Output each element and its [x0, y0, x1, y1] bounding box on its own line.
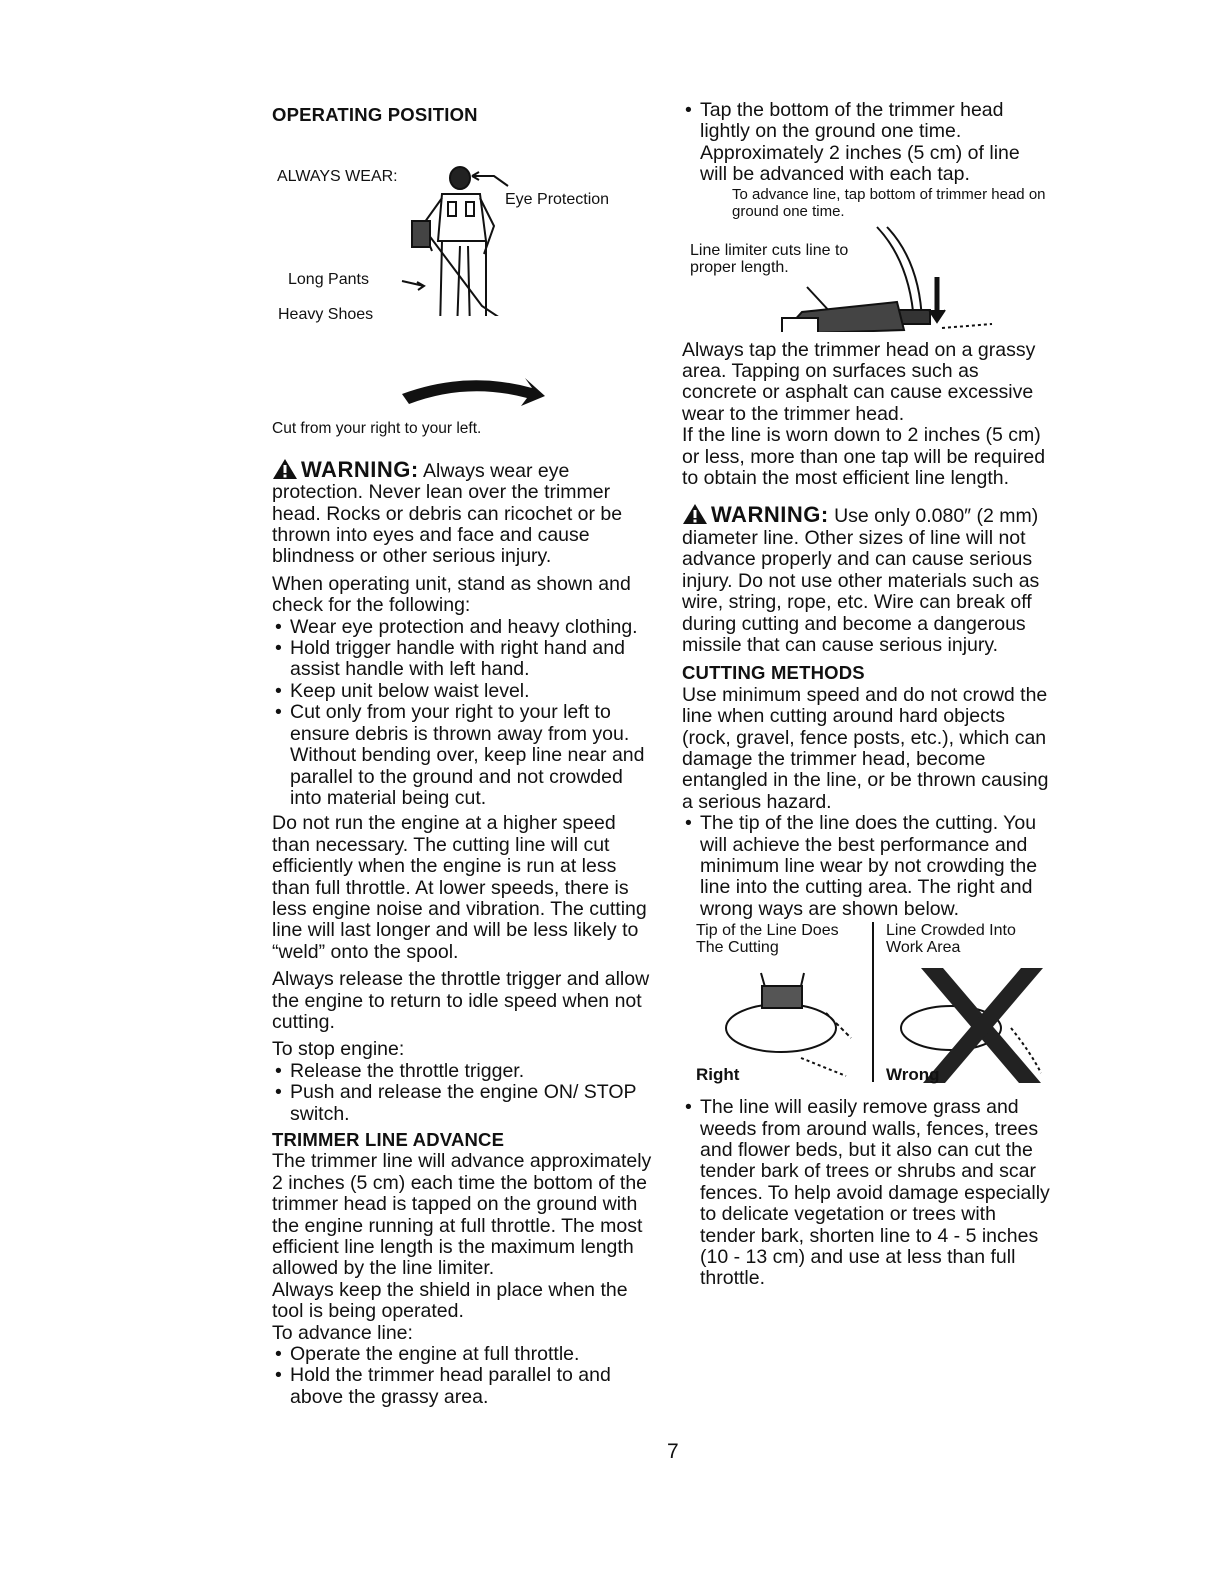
- worn-text: If the line is worn down to 2 inches (5 cm) or less, more than one tap will be required to obtain the most efficient line length.: [682, 424, 1046, 490]
- stand-intro: When operating unit, stand as shown and check for the following:: [272, 572, 631, 617]
- long-pants-label: Long Pants: [288, 271, 369, 289]
- stop-engine-steps: [272, 1061, 652, 1125]
- cutting-methods-heading: CUTTING METHODS: [682, 662, 865, 684]
- eye-protection-label: Eye Protection: [505, 191, 610, 209]
- wrong-title: Line Crowded Into Work Area: [886, 922, 1016, 957]
- left-warning-text: Always wear eye protection. Never lean over the trimmer head. Rocks or debris can ricochet or be thrown into eyes and face and cause blindness or other serious injury.: [272, 459, 623, 568]
- advance-steps: [272, 1344, 652, 1408]
- page-number: 7: [667, 1440, 679, 1463]
- line-limiter-figure: [682, 222, 1052, 332]
- left-warning: [272, 458, 652, 568]
- right-warning-title: WARNING:: [711, 502, 829, 528]
- operating-checklist: [272, 617, 652, 810]
- warning-triangle-icon: [272, 458, 298, 480]
- list-item: • Keep unit below waist level.: [272, 681, 652, 702]
- trimmer-line-text: The trimmer line will advance approximately 2 inches (5 cm) each time the bottom of the trimmer head is tapped on the ground with the engine running at full throttle. The most efficient line length is the maximum length allowed by the line limiter.: [272, 1150, 652, 1280]
- right-warning: [682, 503, 1052, 656]
- trimmer-head-illustration: [682, 222, 1022, 332]
- limiter-label: Line limiter cuts line to proper length.: [690, 241, 849, 276]
- left-column: [272, 100, 652, 1412]
- release-throttle-text: Always release the throttle trigger and allow the engine to return to idle speed when not cutting.: [272, 968, 650, 1033]
- shield-text: Always keep the shield in place when the tool is being operated.: [272, 1278, 628, 1323]
- engine-speed-text: Do not run the engine at a higher speed than necessary. The cutting line will cut efficiently when the engine is run at less than full throttle. At lower speeds, there is less engine noise and vibration. The cutting line will last longer and will be less likely to “weld” onto the spool.: [272, 812, 647, 963]
- cut-direction-caption: Cut from your right to your left.: [272, 420, 482, 438]
- tap-caption: To advance line, tap bottom of trimmer head on ground one time.: [732, 185, 1046, 220]
- operating-position-heading: OPERATING POSITION: [272, 104, 478, 125]
- operating-position-figure: [272, 126, 652, 324]
- right-title: Tip of the Line Does The Cutting: [696, 922, 839, 957]
- right-warning-text: Use only 0.080″ (2 mm) diameter line. Other sizes of line will not advance properly and can cause serious injury. Do not use other materials such as wire, string, rope, etc. Wire can break off during cutting and become a dangerous missile that can cause serious injury.: [682, 505, 1040, 656]
- cutting-text: Use minimum speed and do not crowd the line when cutting around hard objects (rock, gravel, fence posts, etc.), which can damage the trimmer head, become entangled in the line, or be thrown causing a serious hazard.: [682, 683, 1049, 813]
- list-item: • The line will easily remove grass and weeds from around walls, fences, trees and flower beds, but it also can cut the tender bark of trees or shrubs and scar fences. To help avoid damage especially to delicate vegetation or trees with tender bark, shorten line to 4 - 5 inches (10 - 13 cm) and use at less than full throttle.: [682, 1097, 1052, 1290]
- right-wrong-comparison: [696, 922, 1052, 1097]
- trimmer-line-heading: TRIMMER LINE ADVANCE: [272, 1129, 505, 1150]
- operator-illustration: [272, 126, 562, 316]
- list-item: • Tap the bottom of the trimmer head lightly on the ground one time. Approximately 2 inches (5 cm) of line will be advanced with each tap.: [682, 100, 1052, 186]
- list-item: • Release the throttle trigger.: [272, 1061, 652, 1082]
- warning-triangle-icon: [682, 503, 708, 525]
- heavy-shoes-label: Heavy Shoes: [278, 306, 374, 324]
- list-item: • Hold the trimmer head parallel to and above the grassy area.: [272, 1365, 652, 1408]
- tip-list: [682, 813, 1052, 920]
- tap-step-list: [682, 100, 1052, 186]
- advance-intro: To advance line:: [272, 1321, 413, 1344]
- list-item: • Operate the engine at full throttle.: [272, 1344, 652, 1365]
- remove-list: [682, 1097, 1052, 1290]
- list-item: • Push and release the engine ON/ STOP switch.: [272, 1082, 652, 1125]
- list-item: • Hold trigger handle with right hand and assist handle with left hand.: [272, 638, 652, 681]
- cut-direction-arrow-icon: [397, 374, 547, 410]
- wrong-label: Wrong: [886, 1065, 940, 1085]
- left-warning-title: WARNING:: [301, 456, 419, 482]
- stop-engine-intro: To stop engine:: [272, 1038, 405, 1061]
- grassy-text: Always tap the trimmer head on a grassy area. Tapping on surfaces such as concrete or asphalt can cause excessive wear to the trimmer head.: [682, 338, 1036, 425]
- right-label: Right: [696, 1065, 740, 1085]
- list-item: • The tip of the line does the cutting. You will achieve the best performance and minimum line wear by not crowding the line into the cutting area. The right and wrong ways are shown below.: [682, 813, 1052, 920]
- right-column: [682, 100, 1052, 1294]
- list-item: • Cut only from your right to your left to ensure debris is thrown away from you. Without bending over, keep line near and parallel to the ground and not crowded into material being cut.: [272, 702, 652, 809]
- comparison-divider: [872, 922, 874, 1082]
- always-wear-label: ALWAYS WEAR:: [277, 168, 398, 186]
- list-item: • Wear eye protection and heavy clothing.: [272, 617, 652, 638]
